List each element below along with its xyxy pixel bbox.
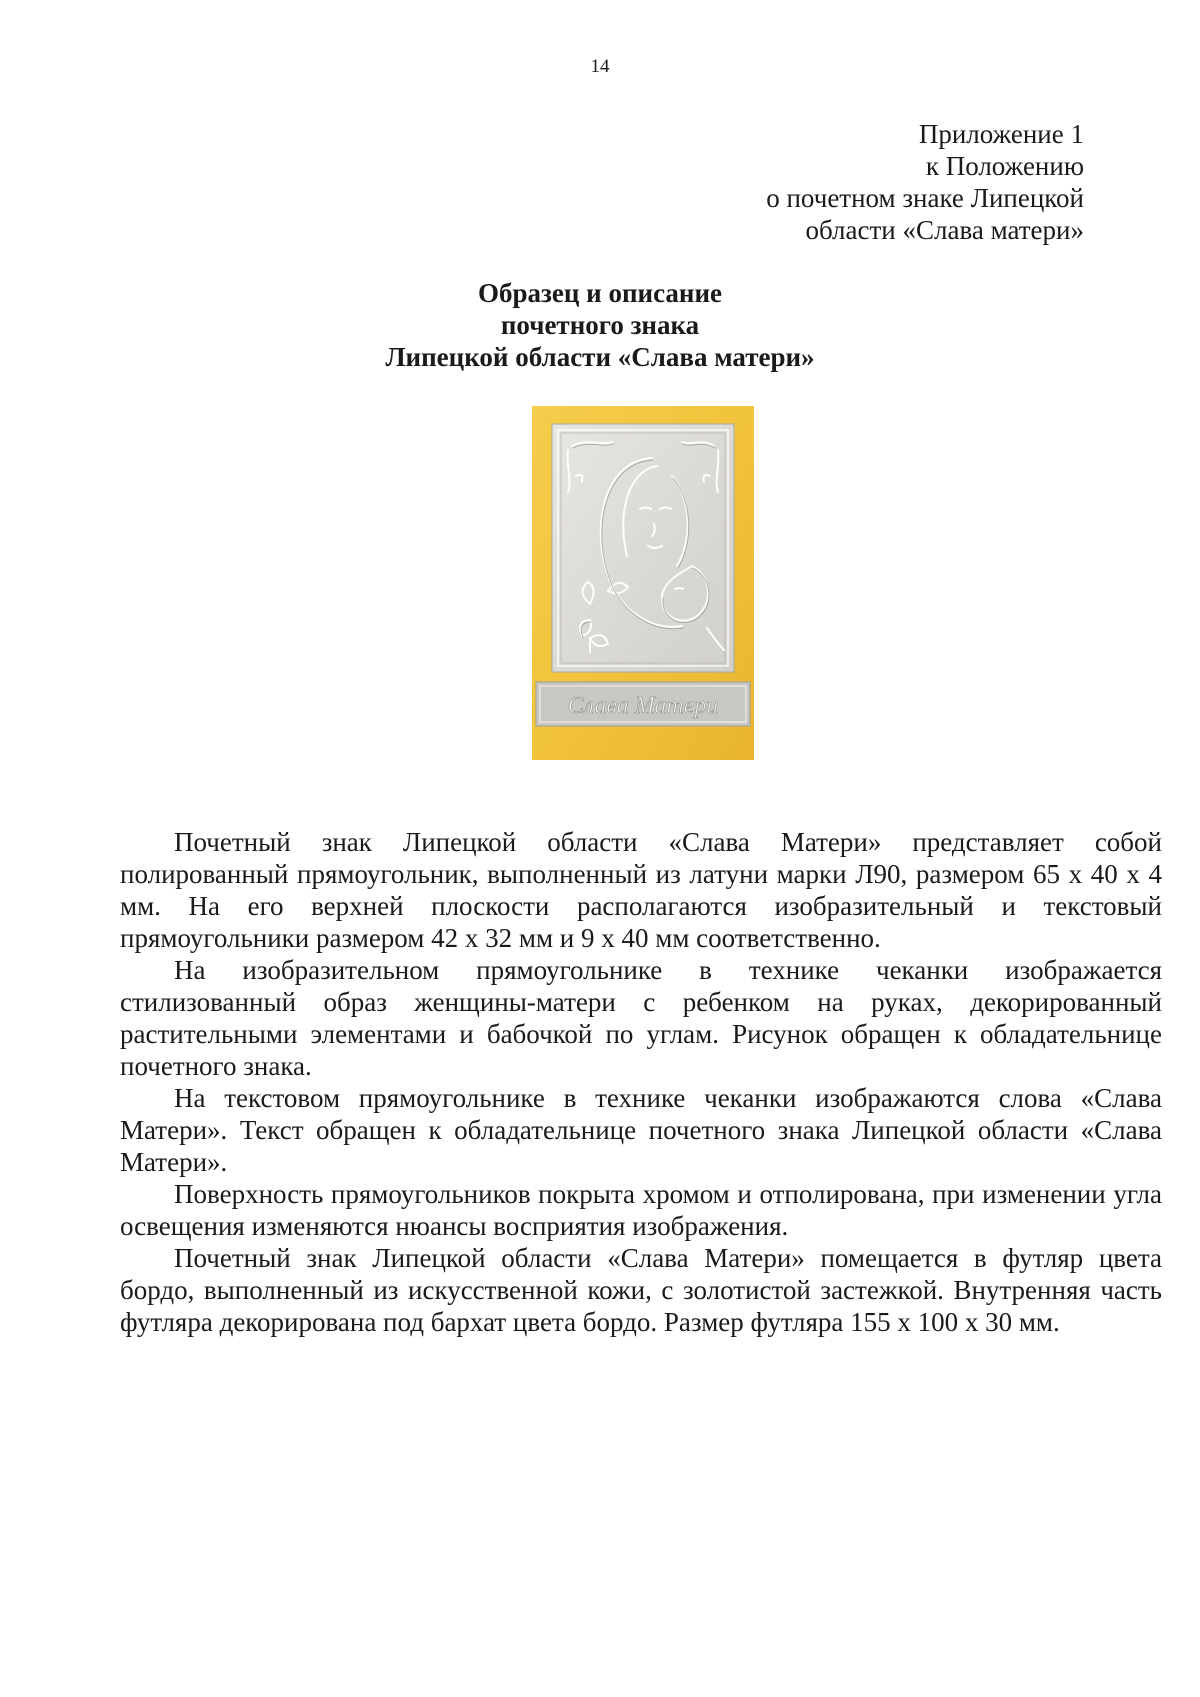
paragraph: Почетный знак Липецкой области «Слава Матери» представляет собой полированный прямоугольник, выполненный из латуни марки Л90, размером 65 х 40 х 4 мм. На его верхней плоскости располагаются изобразительный и текстовый прямоугольники размером 42 х 32 мм и 9 х 40 мм соответственно.	[120, 827, 1162, 953]
title-line: Образец и описание	[478, 278, 722, 308]
paragraph: Почетный знак Липецкой области «Слава Матери» помещается в футляр цвета бордо, выполненный из искусственной кожи, с золотистой застежкой. Внутренняя часть футляра декорирована под бархат цвета бордо. Размер футляра 155 х 100 х 30 мм.	[120, 1243, 1162, 1337]
paragraph: На текстовом прямоугольнике в технике чеканки изображаются слова «Слава Матери». Текст обращен к обладательнице почетного знака Липецкой области «Слава Матери».	[120, 1083, 1162, 1177]
description-text	[120, 826, 1162, 1338]
appendix-line: области «Слава матери»	[805, 215, 1084, 245]
badge-caption: Слава Матери	[567, 693, 719, 719]
page-number: 14	[590, 56, 610, 77]
paragraph: Поверхность прямоугольников покрыта хромом и отполирована, при изменении угла освещения изменяются нюансы восприятия изображения.	[120, 1179, 1162, 1241]
appendix-heading	[766, 118, 1084, 246]
badge-image	[532, 406, 754, 760]
paragraph: На изобразительном прямоугольнике в технике чеканки изображается стилизованный образ женщины-матери с ребенком на руках, декорированный растительными элементами и бабочкой по углам. Рисунок обращен к обладательнице почетного знака.	[120, 955, 1162, 1081]
appendix-line: к Положению	[925, 151, 1084, 181]
appendix-line: о почетном знаке Липецкой	[766, 183, 1084, 213]
document-title	[0, 277, 1200, 373]
title-line: Липецкой области «Слава матери»	[385, 342, 815, 372]
title-line: почетного знака	[500, 310, 700, 340]
appendix-line: Приложение 1	[918, 119, 1084, 149]
